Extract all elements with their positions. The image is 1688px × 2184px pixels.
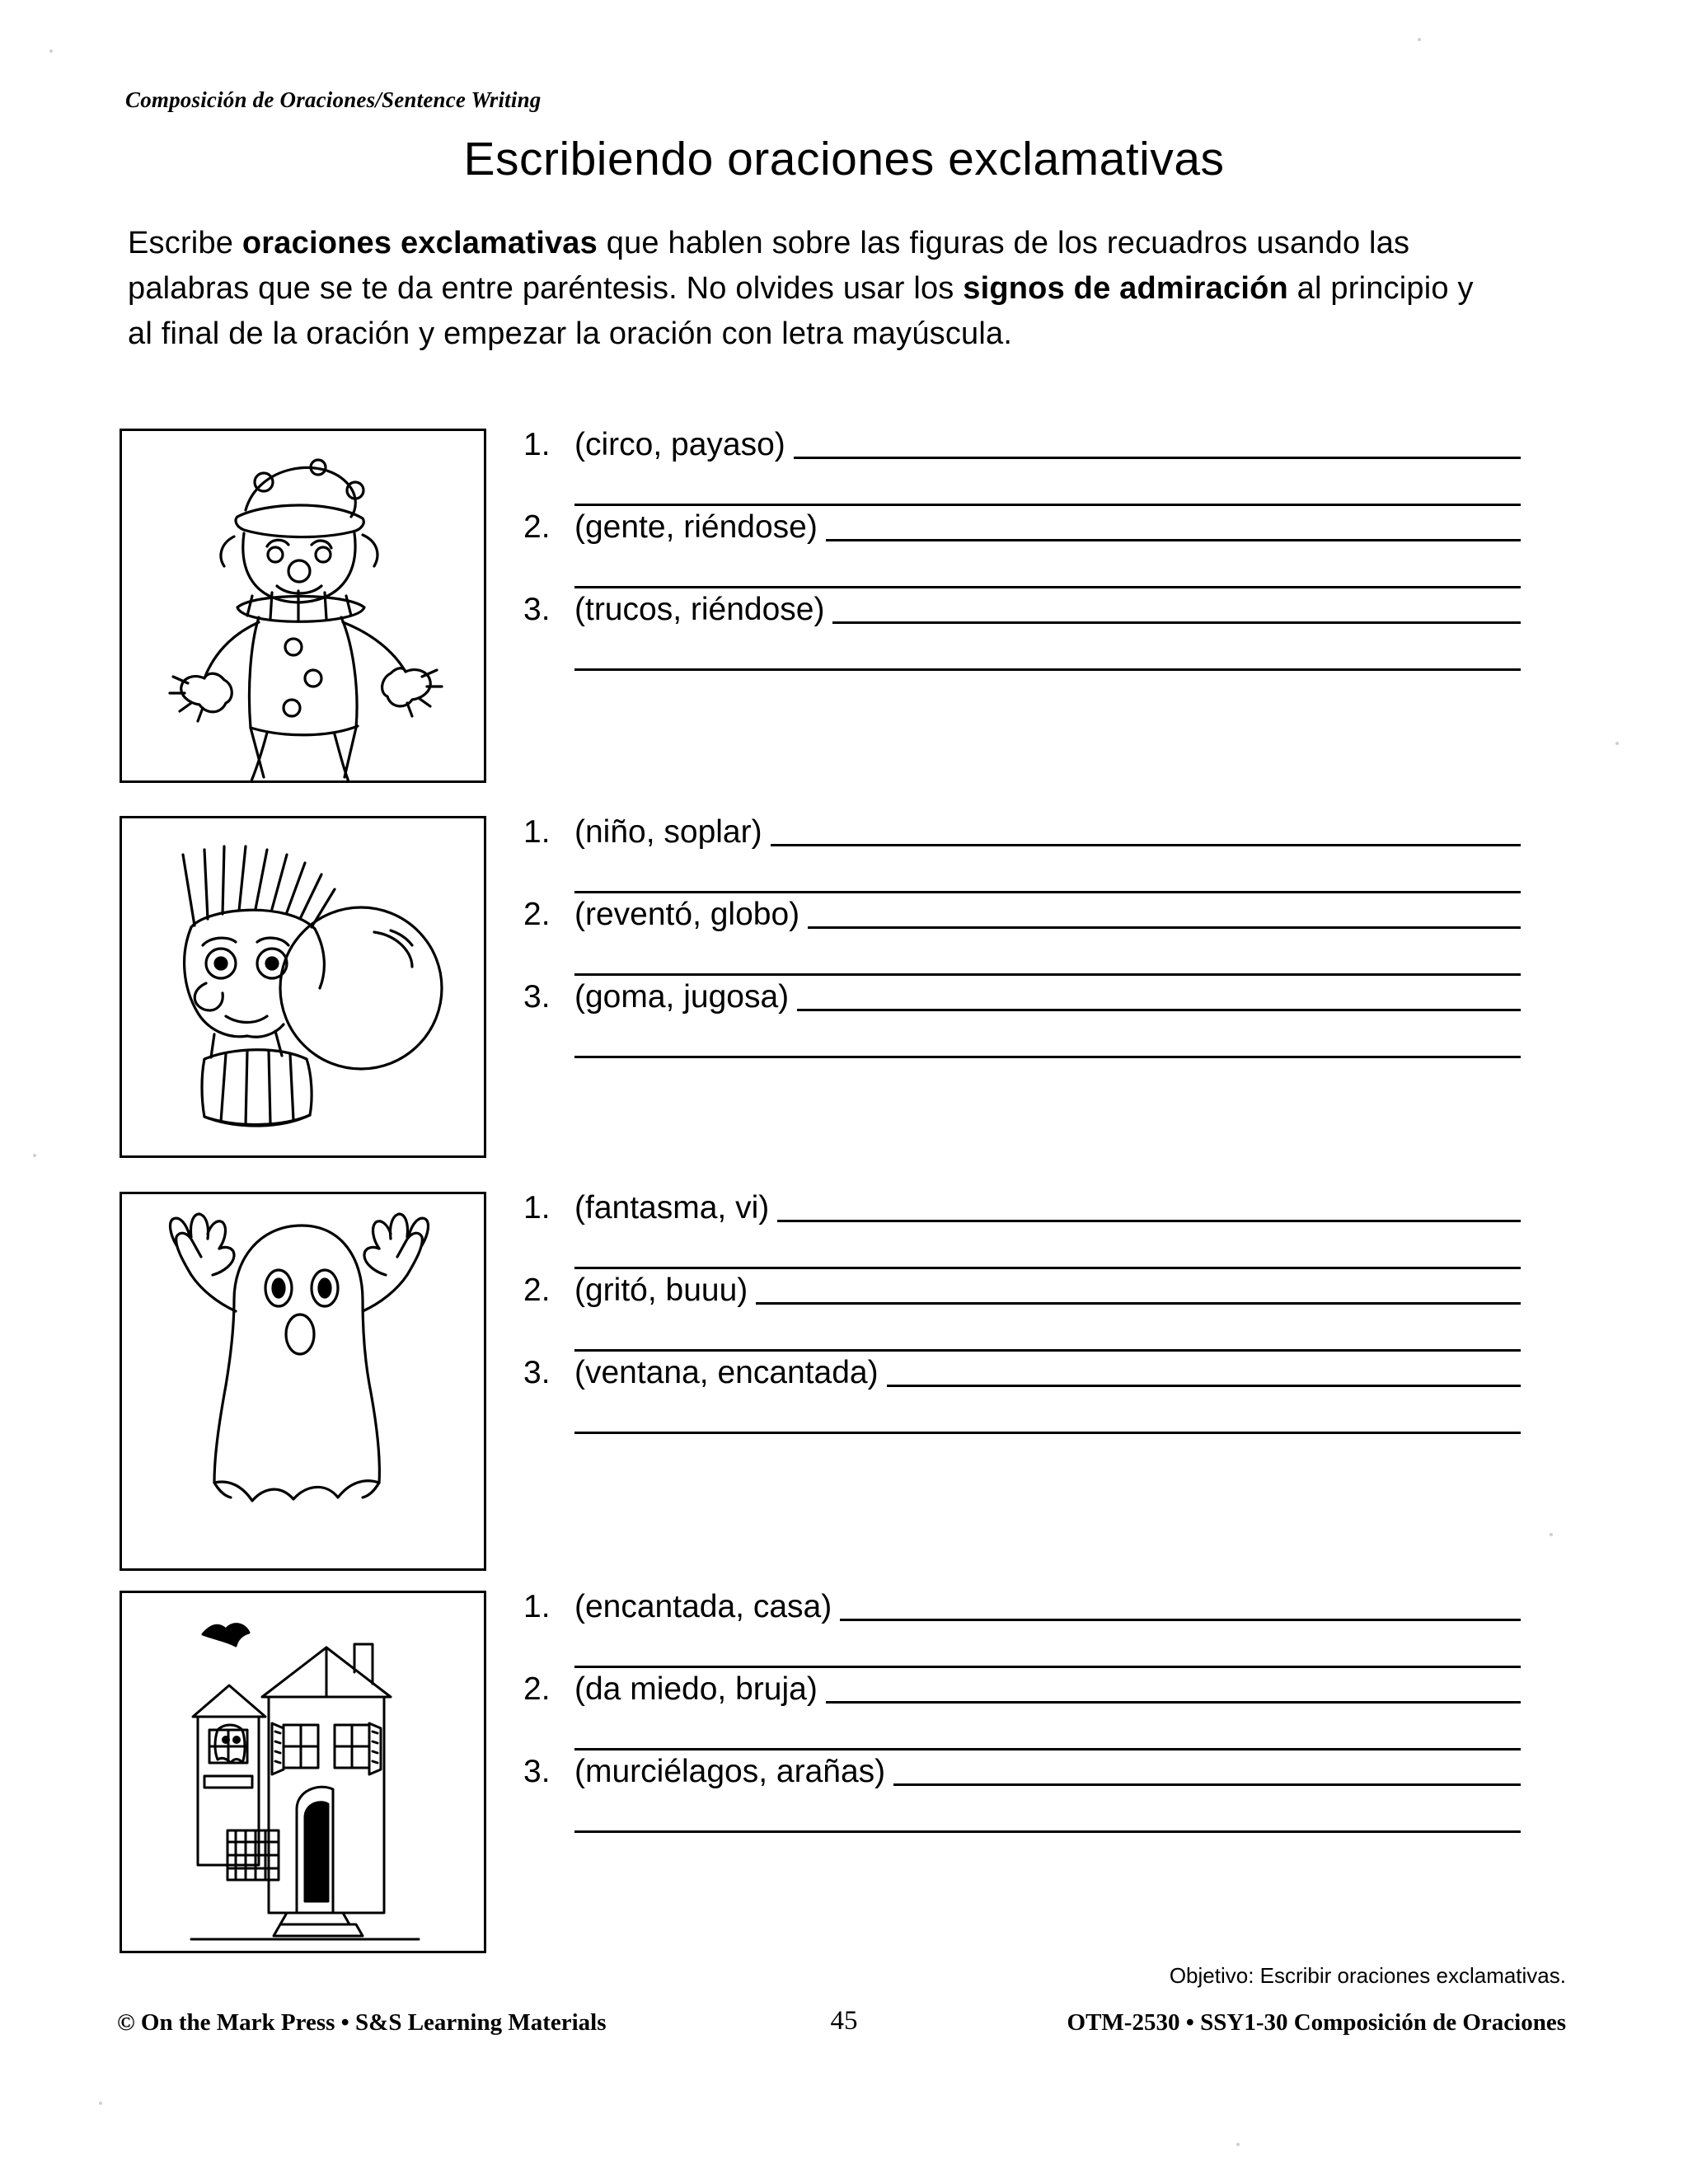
exercise-4-item-3 [523,1755,1521,1833]
item-number: 3. [523,979,551,1015]
answer-line[interactable] [832,597,1521,624]
instructions-part-3: al principio y al final de la oración y empezar la oración con letra mayúscula. [128,271,1474,352]
instructions-bold-1: oraciones exclamativas [241,226,598,260]
item-prompt: (circo, payaso) [574,427,785,462]
answer-line[interactable] [887,1360,1521,1387]
exercise-2-item-3 [523,981,1521,1058]
exercise-3-items [523,1192,1521,1439]
item-prompt: (gente, riéndose) [574,509,818,545]
answer-line-continued[interactable] [574,626,1521,671]
objective-text: Objetivo: Escribir oraciones exclamativas. [1169,1963,1566,1988]
exercise-1-item-3 [523,593,1521,671]
item-prompt: (niño, soplar) [574,814,762,850]
answer-line-continued[interactable] [574,1705,1521,1750]
instructions-paragraph [128,221,1492,357]
answer-line-continued[interactable] [574,1224,1521,1269]
picture-box-ghost [120,1192,486,1571]
answer-line[interactable] [777,1195,1521,1222]
item-prompt: (trucos, riéndose) [574,592,825,627]
answer-line-continued[interactable] [574,1013,1521,1058]
answer-line-continued[interactable] [574,1788,1521,1833]
item-number: 2. [523,1272,551,1308]
answer-line-continued[interactable] [574,1623,1521,1668]
item-prompt: (murciélagos, arañas) [574,1754,886,1789]
answer-line-continued[interactable] [574,1389,1521,1434]
exercise-1-item-2 [523,511,1521,588]
picture-box-clown [120,429,486,783]
answer-line-continued[interactable] [574,543,1521,588]
item-prompt: (ventana, encantada) [574,1355,879,1390]
answer-line[interactable] [840,1594,1521,1621]
haunted-house-illustration [122,1593,484,1951]
footer-product-code: OTM-2530 • SSY1-30 Composición de Oraciones [1067,2009,1566,2036]
item-prompt: (fantasma, vi) [574,1190,770,1226]
ghost-illustration [122,1194,484,1568]
answer-line[interactable] [794,432,1521,459]
answer-line[interactable] [756,1277,1521,1305]
exercise-1-item-1 [523,429,1521,506]
exercise-1-items [523,429,1521,676]
answer-line-continued[interactable] [574,848,1521,893]
exercise-3-item-1 [523,1192,1521,1269]
answer-line[interactable] [826,514,1521,541]
answer-line[interactable] [826,1676,1521,1704]
answer-line-continued[interactable] [574,930,1521,976]
item-number: 1. [523,814,551,850]
footer-copyright: © On the Mark Press • S&S Learning Materials [117,2009,607,2036]
answer-line-continued[interactable] [574,461,1521,506]
item-prompt: (encantada, casa) [574,1589,832,1624]
exercise-2-item-2 [523,898,1521,976]
exercise-4-item-2 [523,1673,1521,1750]
instructions-part-2: que hablen sobre las figuras de los recuadros usando las palabras que se te da entre paréntesis. No olvides usar los [128,226,1410,307]
item-number: 2. [523,1671,551,1707]
exercise-4-item-1 [523,1591,1521,1668]
instructions-bold-2: signos de admiración [963,271,1288,307]
page-number: 45 [830,2006,858,2036]
item-number: 3. [523,592,551,627]
answer-line[interactable] [893,1759,1521,1786]
exercise-3-item-3 [523,1357,1521,1434]
answer-line[interactable] [808,902,1521,929]
item-prompt: (reventó, globo) [574,897,800,932]
item-number: 1. [523,1190,551,1226]
exercise-2-item-1 [523,816,1521,893]
clown-illustration [122,431,484,780]
item-prompt: (gritó, buuu) [574,1272,748,1308]
answer-line[interactable] [797,984,1521,1011]
answer-line[interactable] [771,819,1521,846]
item-prompt: (da miedo, bruja) [574,1671,818,1707]
item-number: 1. [523,1589,551,1624]
section-label: Composición de Oraciones/Sentence Writing [125,87,542,112]
page-title: Escribiendo oraciones exclamativas [463,133,1225,185]
boy-blowing-bubble-gum-illustration [122,818,484,1155]
answer-line-continued[interactable] [574,1306,1521,1352]
exercise-2-items [523,816,1521,1063]
exercise-3-item-2 [523,1274,1521,1352]
picture-box-bubblegum [120,816,486,1158]
item-number: 3. [523,1754,551,1789]
item-number: 2. [523,509,551,545]
item-number: 3. [523,1355,551,1390]
exercise-4-items [523,1591,1521,1838]
item-prompt: (goma, jugosa) [574,979,790,1015]
item-number: 2. [523,897,551,932]
instructions-part-1: Escribe [128,226,242,260]
item-number: 1. [523,427,551,462]
picture-box-haunted-house [120,1591,486,1953]
